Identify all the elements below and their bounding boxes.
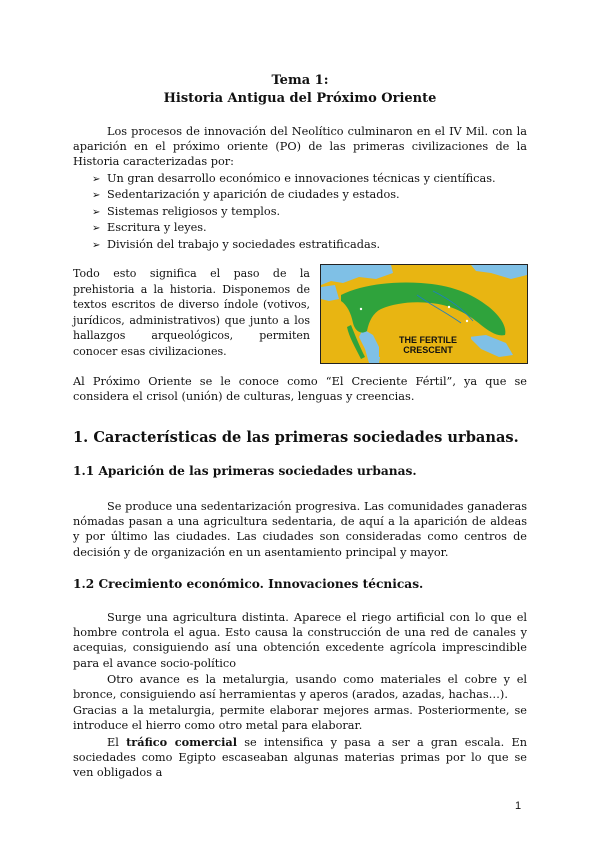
city-marker [448,306,450,308]
trafico-comercial-term: tráfico comercial [126,735,238,749]
doc-title-line2: Historia Antigua del Próximo Oriente [163,91,437,106]
page-number: 1 [515,800,522,812]
subsection-1-1-paragraph: Se produce una sedentarización progresiva. Las comunidades ganaderas nómadas pasan a una agricultura sedentaria, de aquí a la aparición de aldeas y por último las ciudades. Las ciudades son consideradas como centros de decisión y de organización en un asentamiento principal y mayor. [73,500,527,559]
fertile-crescent-map [320,264,528,364]
crescent-paragraph: Al Próximo Oriente se le conoce como “El Creciente Fértil”, ya que se considera el crisol (unión) de culturas, lenguas y creencias. [73,375,527,404]
list-item: ➢ Escritura y leyes. [92,220,496,236]
map-title-line2: CRESCENT [403,345,453,355]
list-item: ➢ Sedentarización y aparición de ciudades y estados. [92,187,496,203]
list-item: ➢ División del trabajo y sociedades estratificadas. [92,237,496,253]
city-marker [466,320,468,322]
list-item: ➢ Un gran desarrollo económico e innovaciones técnicas y científicas. [92,171,496,187]
subsection-1-2-heading: 1.2 Crecimiento económico. Innovaciones técnicas. [73,577,424,591]
list-item: ➢ Sistemas religiosos y templos. [92,204,496,220]
subsection-1-2-paragraph-3: Gracias a la metalurgia, permite elaborar mejores armas. Posteriormente, se introduce el hierro como otro metal para elaborar. [73,704,527,733]
subsection-1-2-paragraph-1: Surge una agricultura distinta. Aparece el riego artificial con lo que el hombre controla el agua. Esto causa la construcción de una red de canales y acequias, consiguiendo así una obtención excedente agrícola imprescindible para el avance socio-político [73,611,527,670]
characteristics-list [92,171,496,253]
subsection-1-2-paragraph-4 [73,735,527,781]
doc-title-line1: Tema 1: [271,73,329,88]
map-title-label [387,335,469,355]
para4-start: El [107,736,127,749]
prehistory-paragraph: Todo esto significa el paso de la prehistoria a la historia. Disponemos de textos escritos de diverso índole (votivos, jurídicos, administrativos) que junto a los hallazgos arqueológicos, permiten conocer esas civilizaciones. [73,267,310,358]
subsection-1-2-paragraph-2: Otro avance es la metalurgia, usando como materiales el cobre y el bronce, consiguiendo así herramientas y aperos (arados, azadas, hachas…). [73,673,527,702]
subsection-1-1-heading: 1.1 Aparición de las primeras sociedades urbanas. [73,464,417,478]
map-title-line1: THE FERTILE [399,335,457,345]
intro-paragraph: Los procesos de innovación del Neolítico culminaron en el IV Mil. con la aparición en el próximo oriente (PO) de las primeras civilizaciones de la Historia caracterizadas por: [73,125,527,169]
para4-rest: se intensifica y pasa a ser a gran escala. En sociedades como Egipto escaseaban algunas materias primas por lo que se ven obligados a [73,736,527,780]
city-marker [360,308,362,310]
section-1-heading: 1. Características de las primeras sociedades urbanas. [73,429,519,446]
